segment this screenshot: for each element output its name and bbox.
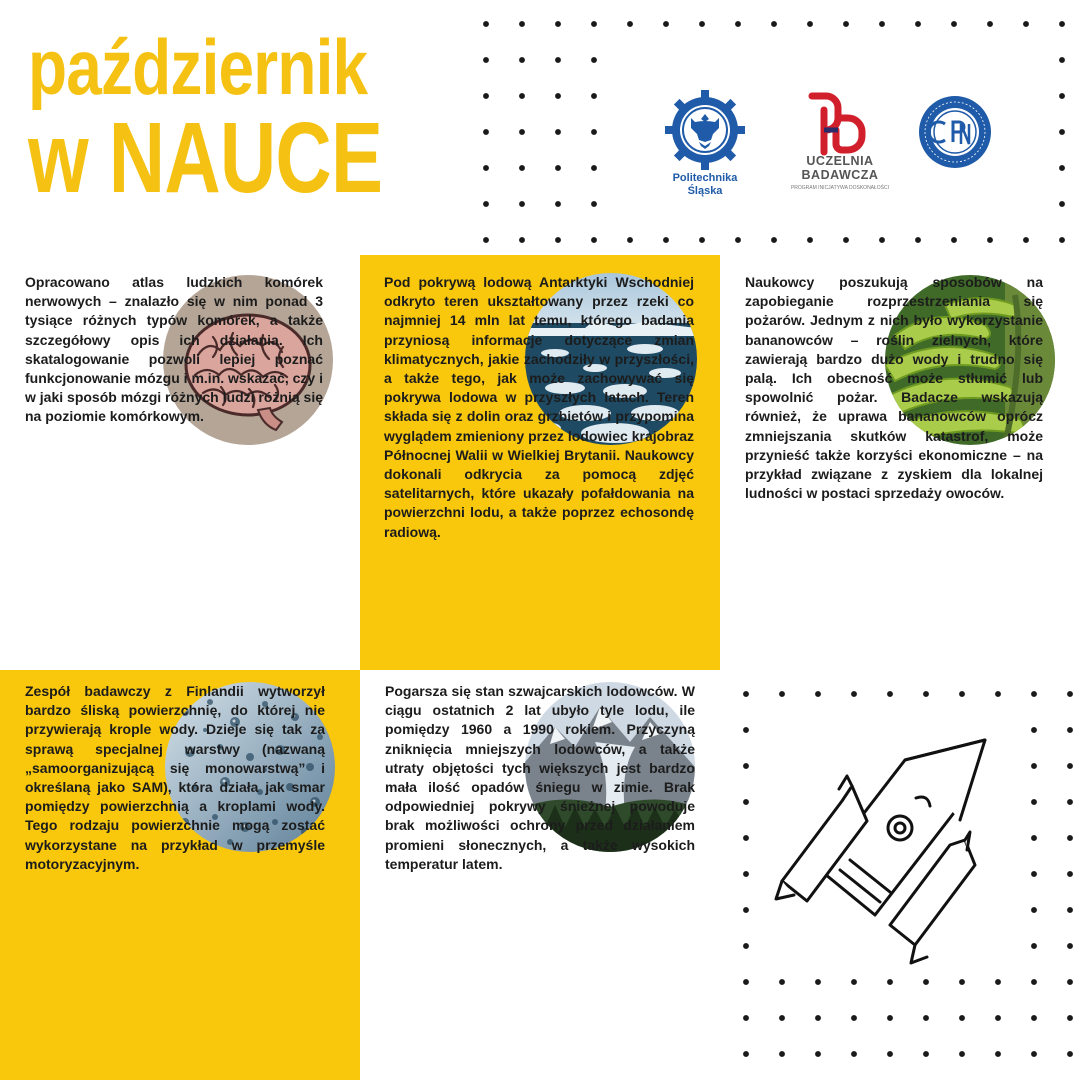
article-antarctica bbox=[360, 255, 720, 670]
cpn-logo bbox=[917, 94, 993, 170]
polsl-name-line2: Śląska bbox=[687, 185, 723, 197]
polsl-name-line1: Politechnika bbox=[672, 172, 738, 184]
ub-name-line2: BADAWCZA bbox=[801, 168, 879, 182]
rocket-icon bbox=[770, 720, 1010, 970]
article-surface bbox=[0, 670, 360, 1080]
ub-name-line3: PROGRAM INICJATYWA DOSKONAŁOŚCI bbox=[790, 185, 890, 191]
cpn-emblem-icon bbox=[917, 94, 993, 170]
ub-name-line1: UCZELNIA bbox=[806, 154, 874, 168]
article-glaciers bbox=[360, 670, 720, 1080]
article-bananas bbox=[720, 255, 1080, 670]
article-glaciers-text: Pogarsza się stan szwajcarskich lodowców. W ciągu ostatnich 2 lat ubyło tyle lodu, ile pomiędzy 1960 a 1990 rokiem. Przyczyną zniknięcia mniejszych lodowców, a także utraty objętości tych większych jest bardzo mała ilość opadów śniegu w zimie. Brak odpowiedniej pokrywy śnieżnej powoduje brak możliwości ochrony przed działaniem promieni słonecznych, a także wysokich temperatur latem. bbox=[385, 683, 695, 872]
article-surface-text: Zespół badawczy z Finlandii wytworzył bardzo śliską powierzchnię, do której nie przywierają krople wody. Dzieje się tak za sprawą specjalnej warstwy (nazwaną „samoorganizującą się monowarstwą” i określaną jako SAM), która działa jak smar pomiędzy powierzchnią a kroplami wody. Tego rodzaju powierzchnie mogą zostać wykorzystane na przykład w przemyśle motoryzacyjnym. bbox=[25, 683, 325, 872]
polsl-emblem-icon bbox=[665, 90, 745, 170]
rocket-illustration bbox=[770, 720, 1010, 970]
logos-card bbox=[605, 42, 1050, 232]
ub-symbol-icon bbox=[790, 90, 890, 156]
article-brain bbox=[0, 255, 360, 670]
title-line-2: w NAUCE bbox=[28, 102, 383, 214]
title-line-1: październik bbox=[28, 23, 368, 111]
polsl-logo bbox=[665, 90, 745, 200]
article-brain-text: Opracowano atlas ludzkich komórek nerwowych – znalazło się w nim ponad 3 tysiące różnych typów komórek, a także szczegółowy opis ich działania. Ich skatalogowanie pozwoli lepiej poznać funkcjonowanie mózgu i m.in. wskazać, czy i w jaki sposób mózgi różnych ludzi różnią się na poziomie komórkowym. bbox=[25, 274, 323, 425]
article-antarctica-text: Pod pokrywą lodową Antarktyki Wschodniej odkryto teren ukształtowany przez rzeki co najmniej 14 mln lat temu, którego badania przyniosą informacje dotyczące zmian klimatycznych, jakie zachodziły w przyszłości, a także tego, jak może zachowywać się pokrywa lodowa w przyszłych latach. Teren składa się z dolin oraz grzbietów i przypomina wyglądem zmieniony przez lodowiec krajobraz Północnej Walii w Wielkiej Brytanii. Naukowcy dokonali odkrycia za pomocą zdjęć satelitarnych, które ukazały pofałdowania na powierzchni lodu, a także poprzez echosondę radiową. bbox=[384, 274, 694, 540]
article-bananas-text: Naukowcy poszukują sposobów na zapobieganie rozprzestrzeniania się pożarów. Jednym z nich było wykorzystanie bananowców – roślin zielnych, które zawierają bardzo dużo wody i trudno się palą. Ich obecność może stłumić lub spowolnić pożar. Badacze wskazują również, że uprawa bananowców oprócz zmniejszania skutków katastrof, może przynieść także korzyści ekonomiczne – na przykład związane z zyskiem dla lokalnej ludności w postaci sprzedaży owoców. bbox=[745, 274, 1043, 502]
uczelnia-badawcza-logo bbox=[790, 90, 890, 210]
